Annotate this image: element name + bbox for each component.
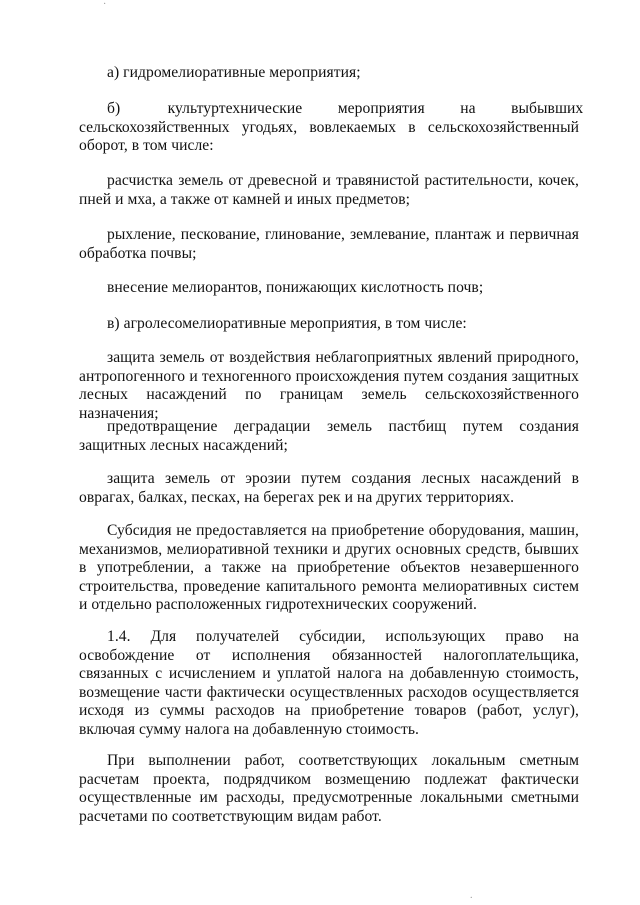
scan-artifact: · [103, 0, 107, 10]
paragraph-land-protection: защита земель от воздействия неблагоприятных явлений природного, антропогенного и техногенного происхождения путем создания защитных лесных насаждений по границам земель сельскохозяйственного назначения; [79, 349, 579, 422]
paragraph-land-clearing: расчистка земель от древесной и травянистой растительности, кочек, пней и мха, а также от камней и иных предметов; [79, 172, 579, 208]
paragraph-subsidy-exclusions: Субсидия не предоставляется на приобретение оборудования, машин, механизмов, мелиоративной техники и других основных средств, бывших в употреблении, а также на приобретение объектов незавершенного строительства, проведение капитального ремонта мелиоративных систем и отдельно расположенных гидротехнических сооружений. [79, 522, 579, 613]
paragraph-erosion-protection: защита земель от эрозии путем создания лесных насаждений в оврагах, балках, песках, на берегах рек и на других территориях. [79, 470, 579, 506]
paragraph-pasture-degradation: предотвращение деградации земель пастбищ путем создания защитных лесных насаждений; [79, 418, 579, 454]
scan-artifact: . [470, 890, 473, 901]
paragraph-contractor-works: При выполнении работ, соответствующих локальным сметным расчетам проекта, подрядчиком возмещению подлежат фактически осуществленные им расходы, предусмотренные локальными сметными расчетами по соответствующим видам работ. [79, 752, 579, 825]
paragraph-hydro-measures: а) гидромелиоративные мероприятия; [107, 64, 361, 81]
paragraph-soil-treatment: рыхление, пескование, глинование, землевание, плантаж и первичная обработка почвы; [79, 226, 579, 262]
paragraph-section-1-4: 1.4. Для получателей субсидии, использующих право на освобождение от исполнения обязанностей налогоплательщика, связанных с исчислением и уплатой налога на добавленную стоимость, возмещение части фактически осуществленных расходов осуществляется исходя из суммы расходов на приобретение товаров (работ, услуг), включая сумму налога на добавленную стоимость. [79, 628, 579, 738]
paragraph-meliorants: внесение мелиорантов, понижающих кислотность почв; [107, 279, 484, 296]
paragraph-culturetech-measures: б) культуртехнические мероприятия на выбывших сельскохозяйственных угодьях, вовлекаемых в сельскохозяйственный оборот, в том числе: [79, 100, 584, 154]
paragraph-agroforest-measures: в) агролесомелиоративные мероприятия, в том числе: [107, 315, 467, 332]
